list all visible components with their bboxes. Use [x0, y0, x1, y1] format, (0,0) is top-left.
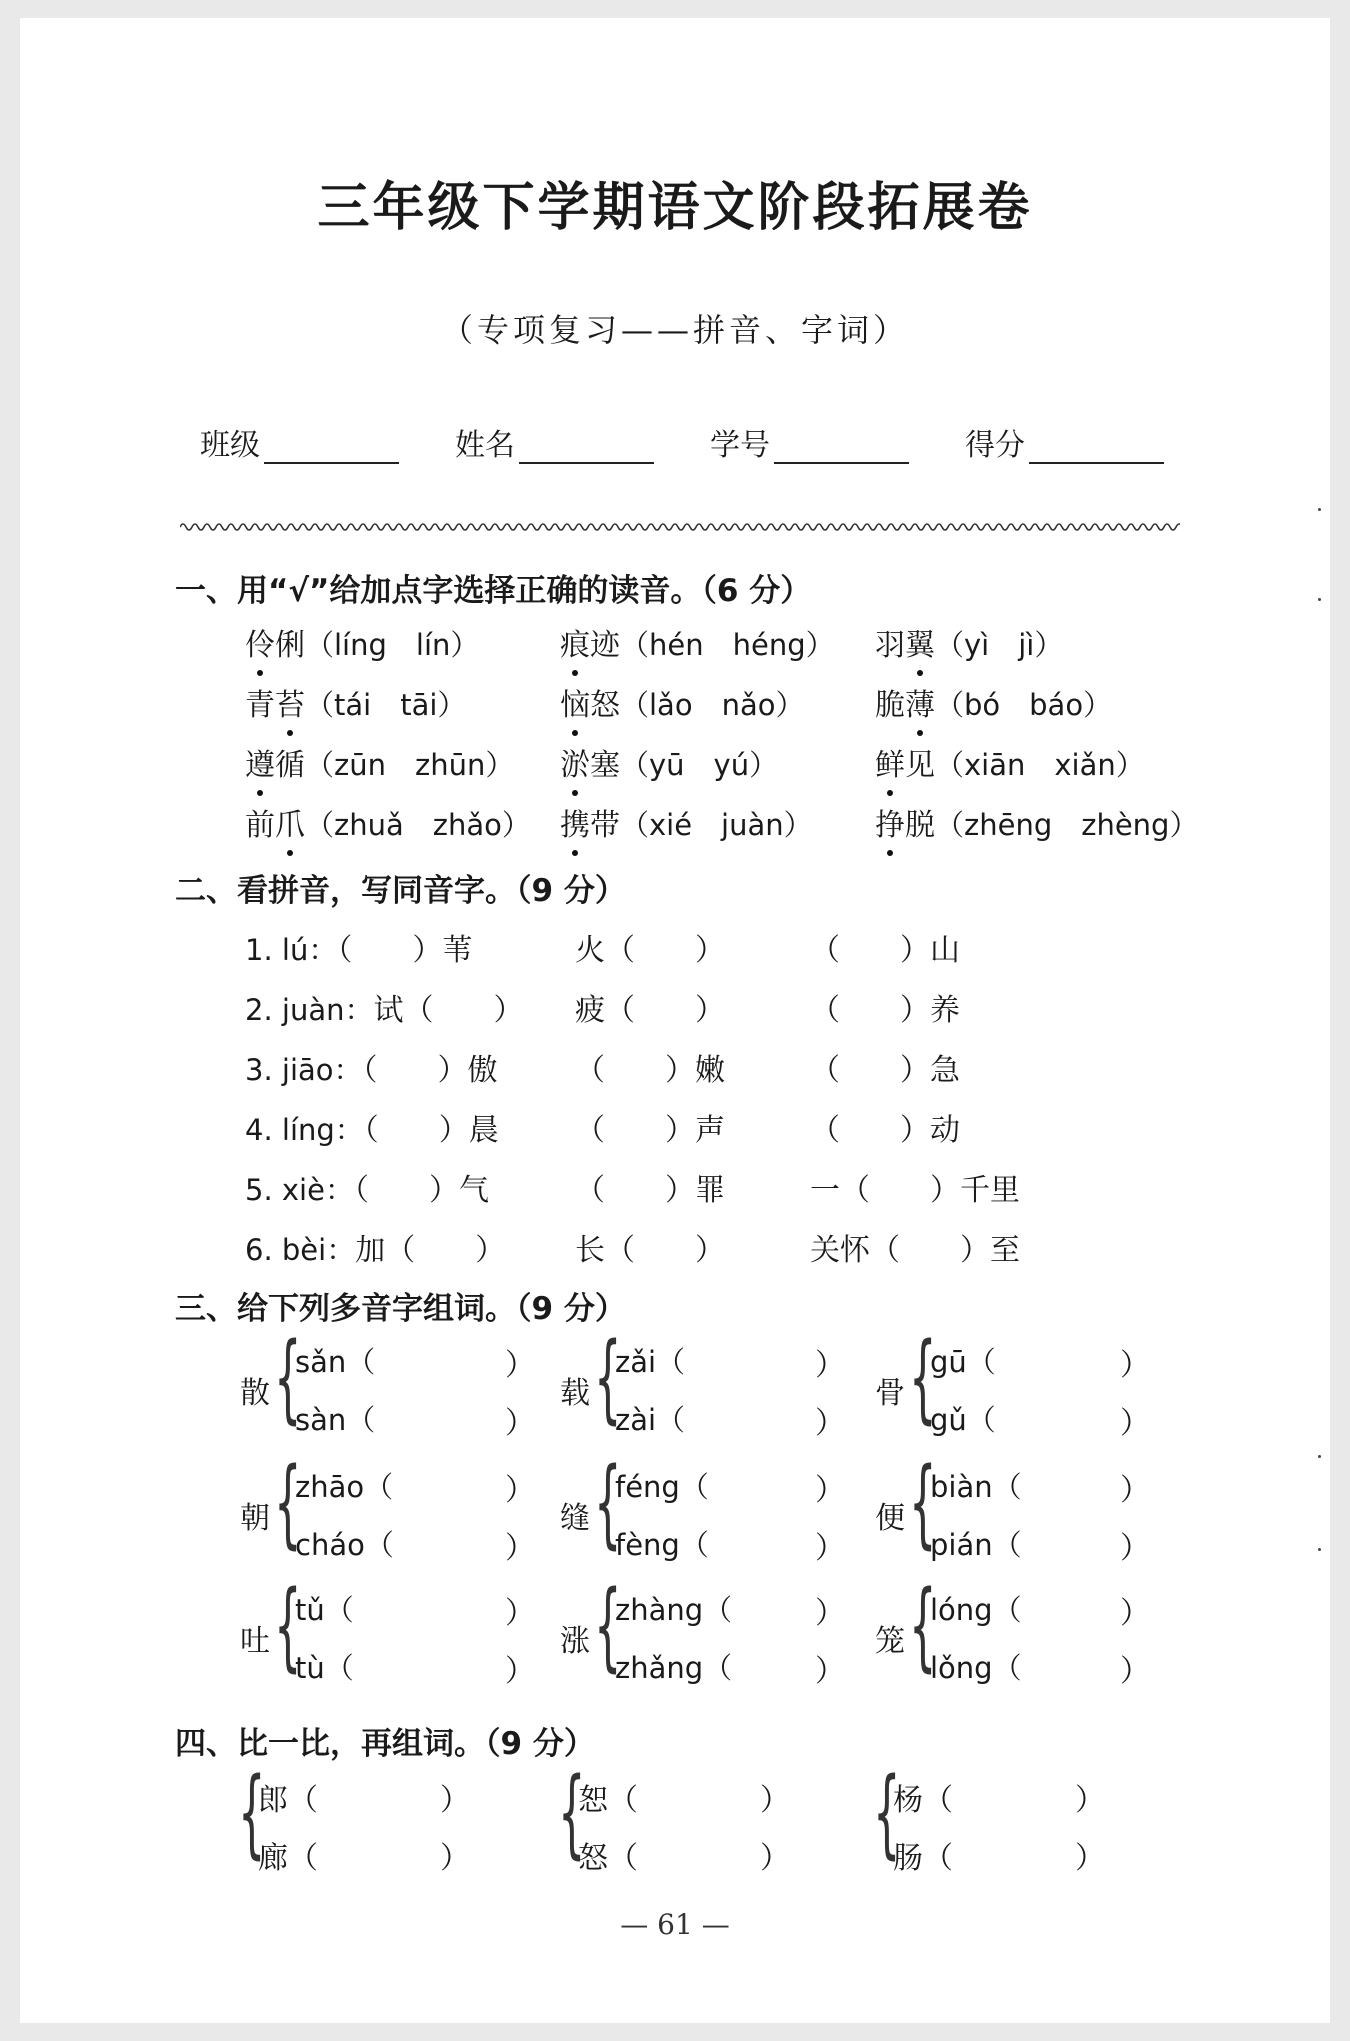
polyphone-char: 便 [875, 1501, 905, 1536]
compare-word-blank[interactable]: 郎（ [258, 1783, 318, 1818]
homophone-blank[interactable]: 加（ ） [355, 1233, 506, 1268]
close-paren: ） [815, 1531, 845, 1566]
close-paren: ） [440, 1841, 470, 1876]
polyphone-char: 朝 [240, 1501, 270, 1536]
pinyin-reading[interactable]: tǔ（ [295, 1593, 354, 1627]
reading-item [560, 620, 835, 664]
pinyin-label: 3. jiāo： [245, 1053, 363, 1087]
pinyin-reading[interactable]: pián（ [930, 1528, 1022, 1562]
close-paren: ） [505, 1654, 535, 1689]
polyphone-char: 涨 [560, 1624, 590, 1659]
pinyin-options[interactable]: （xiān xiǎn） [935, 748, 1145, 782]
section-3-heading: 三、给下列多音字组词。（9 分） [175, 1291, 626, 1327]
dotted-char: 爪 [275, 800, 305, 844]
polyphone-char: 吐 [240, 1624, 270, 1659]
scan-speck [1318, 508, 1321, 511]
homophone-row-label [245, 925, 472, 969]
homophone-row-label [245, 1225, 505, 1269]
pinyin-options[interactable]: （yì jì） [935, 628, 1064, 662]
dotted-char: 苔 [275, 680, 305, 724]
close-paren: ） [760, 1783, 790, 1818]
pinyin-reading[interactable]: lǒng（ [930, 1651, 1022, 1685]
word-part: 脆 [875, 688, 905, 723]
homophone-row-label [245, 1105, 499, 1149]
pinyin-reading[interactable]: lóng（ [930, 1593, 1022, 1627]
pinyin-options[interactable]: （yū yú） [620, 748, 779, 782]
homophone-blank[interactable]: 一（ ）千里 [810, 1173, 1020, 1208]
scan-speck [1318, 1455, 1321, 1458]
homophone-blank[interactable]: 长（ ） [575, 1233, 725, 1268]
dotted-char: 痕 [560, 620, 590, 664]
word-part: 前 [245, 808, 275, 843]
word-part: 脱 [905, 808, 935, 843]
homophone-blank[interactable]: （ ）苇 [337, 933, 473, 968]
pinyin-options[interactable]: （zhēng zhèng） [935, 808, 1199, 842]
homophone-blank[interactable]: 疲（ ） [575, 993, 725, 1028]
close-paren: ） [1120, 1473, 1150, 1508]
pinyin-label: 5. xiè： [245, 1173, 354, 1207]
pinyin-options[interactable]: （lǎo nǎo） [620, 688, 805, 722]
close-paren: ） [440, 1783, 470, 1818]
polyphone-char: 笼 [875, 1624, 905, 1659]
curly-brace: { [238, 1757, 266, 1869]
page-number: — 61 — [620, 1908, 730, 1941]
word-part: 塞 [590, 748, 620, 783]
pinyin-options[interactable]: （zūn zhūn） [305, 748, 515, 782]
pinyin-label: 4. líng： [245, 1113, 364, 1147]
close-paren: ） [1120, 1654, 1150, 1689]
curly-brace: { [274, 1447, 302, 1559]
word-part: 俐 [275, 628, 305, 663]
homophone-blank[interactable]: （ ）山 [810, 933, 960, 968]
pinyin-options[interactable]: （zhuǎ zhǎo） [305, 808, 531, 842]
pinyin-options[interactable]: （líng lín） [305, 628, 480, 662]
polyphone-char: 缝 [560, 1501, 590, 1536]
curly-brace: { [594, 1570, 622, 1682]
dotted-char: 淤 [560, 740, 590, 784]
word-part: 见 [905, 748, 935, 783]
pinyin-reading[interactable]: biàn（ [930, 1470, 1022, 1504]
close-paren: ） [505, 1348, 535, 1383]
close-paren: ） [815, 1406, 845, 1441]
word-part: 循 [275, 748, 305, 783]
wavy-divider [180, 520, 1180, 534]
pinyin-reading[interactable]: sàn（ [295, 1403, 376, 1437]
close-paren: ） [505, 1406, 535, 1441]
homophone-blank[interactable]: （ ）急 [810, 1053, 960, 1088]
homophone-blank[interactable]: （ ）气 [353, 1173, 489, 1208]
reading-item [875, 680, 1112, 724]
pinyin-label: 6. bèi： [245, 1233, 356, 1267]
field-score: 得分 [965, 420, 1164, 464]
homophone-row-label [245, 1045, 498, 1089]
homophone-blank[interactable]: 试（ ） [373, 993, 524, 1028]
word-part: 羽 [875, 628, 905, 663]
curly-brace: { [909, 1447, 937, 1559]
pinyin-reading[interactable]: zhāo（ [295, 1470, 394, 1504]
word-part: 带 [590, 808, 620, 843]
curly-brace: { [909, 1322, 937, 1434]
reading-item [245, 680, 466, 724]
field-student-id: 学号 [710, 420, 909, 464]
pinyin-reading[interactable]: zài（ [615, 1403, 686, 1437]
pinyin-label: 2. juàn： [245, 993, 374, 1027]
pinyin-options[interactable]: （tái tāi） [305, 688, 467, 722]
reading-item [875, 740, 1145, 784]
homophone-blank[interactable]: （ ）嫩 [575, 1053, 725, 1088]
curly-brace: { [594, 1322, 622, 1434]
close-paren: ） [815, 1596, 845, 1631]
pinyin-reading[interactable]: zǎi（ [615, 1345, 686, 1379]
homophone-blank[interactable]: （ ）晨 [363, 1113, 499, 1148]
dotted-char: 遵 [245, 740, 275, 784]
reading-item [245, 800, 531, 844]
close-paren: ） [505, 1473, 535, 1508]
reading-item [875, 620, 1063, 664]
word-part: 怒 [590, 688, 620, 723]
pinyin-label: 1. lú： [245, 933, 338, 967]
pinyin-reading[interactable]: féng（ [615, 1470, 709, 1504]
homophone-blank[interactable]: （ ）傲 [362, 1053, 498, 1088]
field-name: 姓名 [455, 420, 654, 464]
homophone-blank[interactable]: （ ）动 [810, 1113, 960, 1148]
section-1-heading: 一、用“√”给加点字选择正确的读音。（6 分） [175, 573, 812, 609]
homophone-row-label [245, 985, 523, 1029]
close-paren: ） [815, 1654, 845, 1689]
word-part: 青 [245, 688, 275, 723]
dotted-char: 恼 [560, 680, 590, 724]
homophone-row-label [245, 1165, 489, 1209]
pinyin-options[interactable]: （xié juàn） [620, 808, 813, 842]
curly-brace: { [909, 1570, 937, 1682]
page-title: 三年级下学期语文阶段拓展卷 [317, 177, 1033, 238]
close-paren: ） [1075, 1783, 1105, 1818]
homophone-blank[interactable]: 关怀（ ）至 [810, 1233, 1020, 1268]
pinyin-options[interactable]: （bó báo） [935, 688, 1113, 722]
pinyin-options[interactable]: （hén héng） [620, 628, 835, 662]
dotted-char: 薄 [905, 680, 935, 724]
close-paren: ） [815, 1473, 845, 1508]
close-paren: ） [505, 1531, 535, 1566]
reading-item [560, 800, 813, 844]
field-class: 班级 [200, 420, 399, 464]
reading-item [245, 620, 479, 664]
dotted-char: 挣 [875, 800, 905, 844]
curly-brace: { [274, 1322, 302, 1434]
dotted-char: 翼 [905, 620, 935, 664]
close-paren: ） [1120, 1531, 1150, 1566]
close-paren: ） [505, 1596, 535, 1631]
homophone-blank[interactable]: （ ）声 [575, 1113, 725, 1148]
pinyin-reading[interactable]: tù（ [295, 1651, 354, 1685]
dotted-char: 鲜 [875, 740, 905, 784]
reading-item [560, 680, 804, 724]
close-paren: ） [815, 1348, 845, 1383]
reading-item [560, 740, 778, 784]
dotted-char: 携 [560, 800, 590, 844]
pinyin-reading[interactable]: gū（ [930, 1345, 996, 1379]
compare-word-blank[interactable]: 肠（ [893, 1841, 953, 1876]
polyphone-char: 散 [240, 1376, 270, 1411]
polyphone-char: 骨 [875, 1376, 905, 1411]
scan-speck [1318, 598, 1321, 601]
pinyin-reading[interactable]: fèng（ [615, 1528, 709, 1562]
pinyin-reading[interactable]: cháo（ [295, 1528, 394, 1562]
reading-item [875, 800, 1198, 844]
compare-word-blank[interactable]: 廊（ [258, 1841, 318, 1876]
word-part: 迹 [590, 628, 620, 663]
student-id-blank[interactable] [774, 432, 909, 464]
reading-item [245, 740, 514, 784]
homophone-blank[interactable]: （ ）养 [810, 993, 960, 1028]
score-blank[interactable] [1029, 432, 1164, 464]
homophone-blank[interactable]: （ ）罪 [575, 1173, 725, 1208]
dotted-char: 伶 [245, 620, 275, 664]
section-2-heading: 二、看拼音，写同音字。（9 分） [175, 873, 626, 909]
pinyin-reading[interactable]: sǎn（ [295, 1345, 376, 1379]
class-blank[interactable] [264, 432, 399, 464]
curly-brace: { [558, 1757, 586, 1869]
close-paren: ） [1120, 1348, 1150, 1383]
close-paren: ） [1120, 1406, 1150, 1441]
curly-brace: { [594, 1447, 622, 1559]
curly-brace: { [274, 1570, 302, 1682]
close-paren: ） [1120, 1596, 1150, 1631]
compare-word-blank[interactable]: 恕（ [578, 1783, 638, 1818]
close-paren: ） [1075, 1841, 1105, 1876]
polyphone-char: 载 [560, 1376, 590, 1411]
pinyin-reading[interactable]: gǔ（ [930, 1403, 996, 1437]
close-paren: ） [760, 1841, 790, 1876]
curly-brace: { [873, 1757, 901, 1869]
scan-speck [1318, 1548, 1321, 1551]
homophone-blank[interactable]: 火（ ） [575, 933, 725, 968]
section-4-heading: 四、比一比，再组词。（9 分） [175, 1726, 595, 1762]
name-blank[interactable] [519, 432, 654, 464]
compare-word-blank[interactable]: 杨（ [893, 1783, 953, 1818]
pinyin-reading[interactable]: zhàng（ [615, 1593, 733, 1627]
page-subtitle: （专项复习——拼音、字词） [440, 311, 909, 349]
pinyin-reading[interactable]: zhǎng（ [615, 1651, 733, 1685]
compare-word-blank[interactable]: 怒（ [578, 1841, 638, 1876]
